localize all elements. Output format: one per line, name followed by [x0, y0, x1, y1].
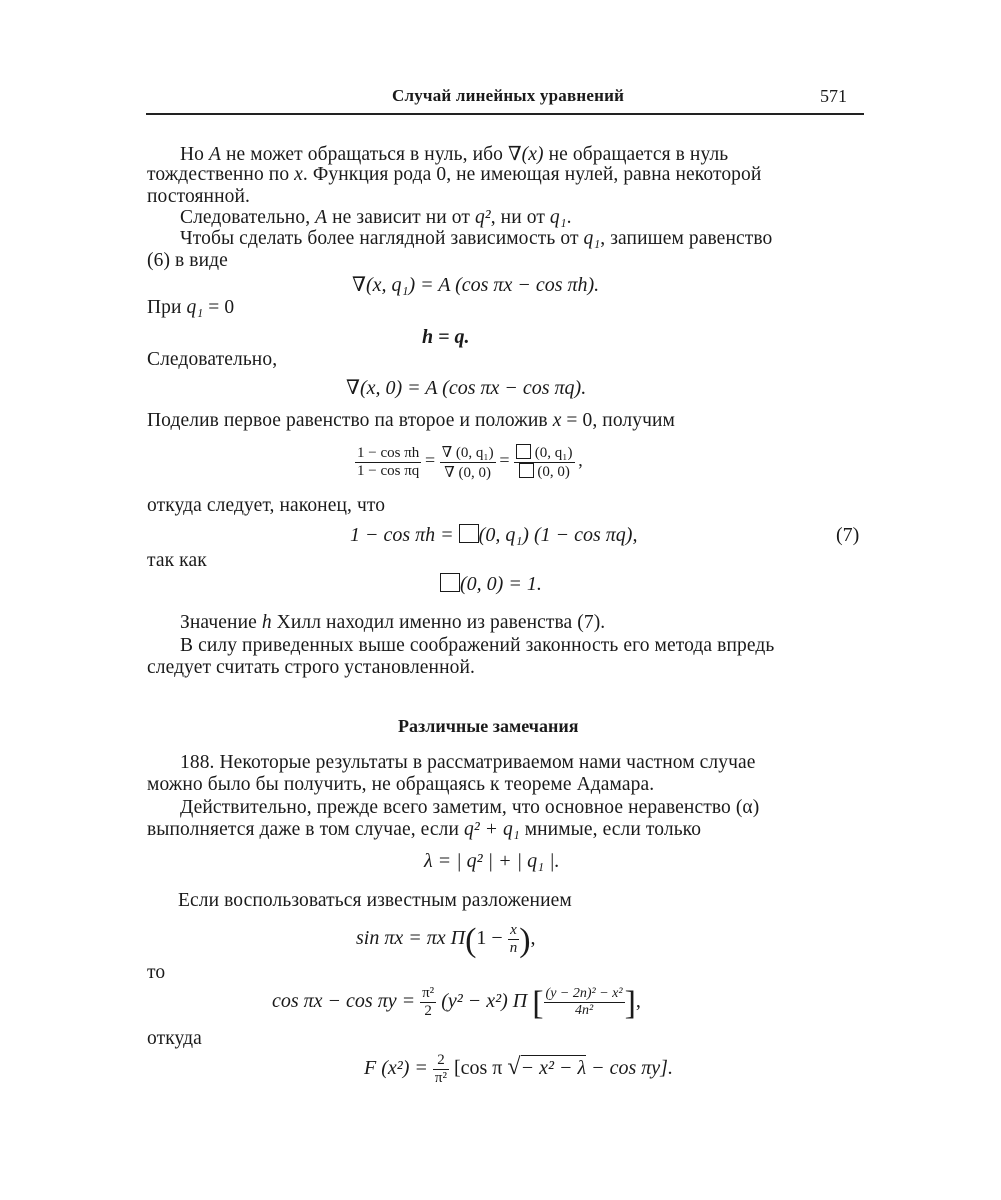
paragraph-line: так как [147, 550, 207, 571]
paragraph-line: 188. Некоторые результаты в рассматриваемом нами частном случае [180, 752, 756, 773]
header-rule [146, 113, 864, 115]
fraction: $\frac{\text{π²}}{2}$ [422, 985, 435, 1019]
paragraph-line: выполняется даже в том случае, если q² + q₁ мнимые, если только [147, 819, 702, 840]
paragraph-line: (6) в виде [147, 250, 228, 271]
fraction: $\frac{\text{1 − cos πh}}{\text{1 − cos πq}}$ [357, 445, 420, 479]
box-symbol-icon [516, 444, 531, 459]
equation: sin πx = πx Π(1 − $\frac{x}{n}$ ), [356, 922, 536, 960]
fraction: $\frac{\text{(0, q₁)}}{(0, 0)}$ [514, 444, 574, 481]
paragraph-line: Чтобы сделать более наглядной зависимость от q₁, запишем равенство [180, 228, 773, 249]
box-symbol-icon [440, 573, 460, 592]
box-symbol-icon [519, 463, 534, 478]
paragraph-line: постоянной. [147, 186, 250, 207]
section-heading: Различные замечания [398, 716, 579, 736]
paragraph-line: Следовательно, [147, 349, 278, 370]
equation: 1 − cos πh = (0, q₁) (1 − cos πq), [350, 524, 638, 546]
box-symbol-icon [459, 524, 479, 543]
paragraph-line: Если воспользоваться известным разложением [178, 890, 572, 911]
paragraph-line: то [147, 962, 166, 983]
equation: ∇(x, 0) = A (cos πx − cos πq). [346, 377, 587, 399]
paragraph-line: следует считать строго установленной. [147, 657, 475, 678]
equation: (0, 0) = 1. [440, 573, 542, 596]
equation: F (x²) = $\frac{2}{\text{π²}}$ [cos π √− x² − λ − cos πy]. [364, 1052, 673, 1086]
equation: ∇(x, q₁) = A (cos πx − cos πh). [352, 274, 600, 296]
paragraph-line: тождественно по x. Функция рода 0, не имеющая нулей, равна некоторой [147, 164, 762, 185]
fraction: $\frac{2}{\text{π²}}$ [434, 1052, 447, 1086]
paragraph-line: можно было бы получить, не обращаясь к теореме Адамара. [147, 774, 655, 795]
equation-number: (7) [836, 524, 860, 546]
equation: cos πx − cos πy = $\frac{\text{π²}}{2}$ (y² − x²) Π [ $\frac{\text{(y − 2n)² − x²}}{\text{4n²}}$ ], [272, 985, 641, 1023]
paragraph-line: Значение h Хилл находил именно из равенства (7). [180, 612, 606, 633]
paragraph-line: откуда [147, 1028, 202, 1049]
paragraph-line: Поделив первое равенство па второе и положив x = 0, получим [147, 410, 675, 431]
paragraph-line: При q₁ = 0 [147, 297, 235, 318]
paragraph-line: откуда следует, наконец, что [147, 495, 386, 516]
paragraph-line: Действительно, прежде всего заметим, что основное неравенство (α) [180, 797, 760, 818]
equation: λ = | q² | + | q₁ |. [424, 850, 560, 872]
fraction: $\frac{x}{n}$ [509, 922, 518, 956]
paragraph-line: Но A не может обращаться в нуль, ибо ∇(x) не обращается в нуль [180, 144, 729, 165]
fraction: $\frac{\text{(y − 2n)² − x²}}{\text{4n²}}$ [545, 986, 623, 1018]
equation-fractions: $\frac{\text{1 − cos πh}}{\text{1 − cos πq}}$ = $\frac{\text{∇ (0, q₁)}}{\nabla (0, 0)}$ = $\frac{\text{(0, q₁)}}{(0, 0)}$ , [357, 445, 583, 481]
fraction: $\frac{\text{∇ (0, q₁)}}{\nabla (0, 0)}$ [441, 445, 494, 481]
paragraph-line: Следовательно, A не зависит ни от q², ни от q₁. [180, 207, 572, 228]
paragraph-line: В силу приведенных выше соображений законность его метода впредь [180, 635, 775, 656]
equation: h = q. [422, 326, 470, 348]
running-header-title: Случай линейных уравнений [392, 86, 625, 105]
page-number: 571 [820, 86, 847, 106]
